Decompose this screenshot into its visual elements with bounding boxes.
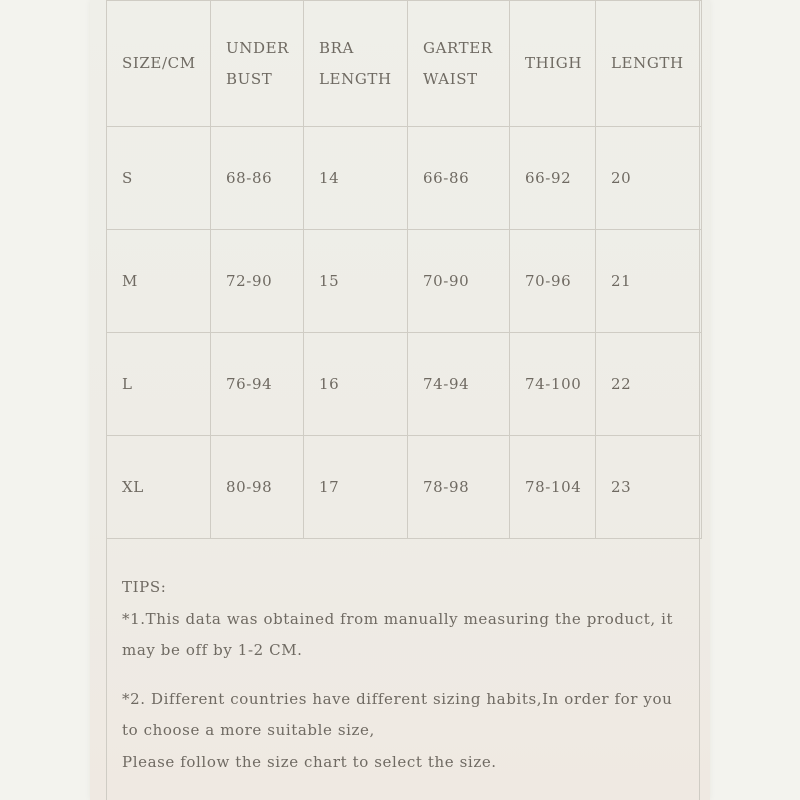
- tip-1: *1.This data was obtained from manually measuring the product, it may be off by 1-2 CM.: [122, 609, 674, 659]
- header-garter-waist: GARTER WAIST: [408, 1, 510, 127]
- size-chart-table: [106, 0, 702, 539]
- bra-length-cell: 15: [304, 230, 408, 333]
- length-cell: 23: [596, 436, 702, 539]
- header-thigh: THIGH: [510, 1, 596, 127]
- bra-length-cell: 17: [304, 436, 408, 539]
- table-row: [107, 436, 702, 539]
- garter-waist-cell: 74-94: [408, 333, 510, 436]
- tips-title: TIPS:: [122, 578, 167, 596]
- size-cell: S: [107, 127, 211, 230]
- garter-waist-cell: 66-86: [408, 127, 510, 230]
- size-cell: XL: [107, 436, 211, 539]
- header-row: [107, 1, 702, 127]
- length-cell: 20: [596, 127, 702, 230]
- table-row: [107, 230, 702, 333]
- header-bra-length: BRA LENGTH: [304, 1, 408, 127]
- thigh-cell: 66-92: [510, 127, 596, 230]
- thigh-cell: 74-100: [510, 333, 596, 436]
- table-row: [107, 127, 702, 230]
- length-cell: 21: [596, 230, 702, 333]
- tip-2-follow-up: Please follow the size chart to select the size.: [122, 752, 497, 771]
- tips-section: [122, 572, 682, 778]
- header-size: SIZE/CM: [107, 1, 211, 127]
- under-bust-cell: 76-94: [211, 333, 304, 436]
- garter-waist-cell: 78-98: [408, 436, 510, 539]
- tip-2: *2. Different countries have different sizing habits,In order for you to choose a more suitable size,: [122, 689, 673, 739]
- under-bust-cell: 80-98: [211, 436, 304, 539]
- thigh-cell: 78-104: [510, 436, 596, 539]
- under-bust-cell: 72-90: [211, 230, 304, 333]
- header-under-bust: UNDER BUST: [211, 1, 304, 127]
- under-bust-cell: 68-86: [211, 127, 304, 230]
- size-cell: L: [107, 333, 211, 436]
- bra-length-cell: 14: [304, 127, 408, 230]
- table-row: [107, 333, 702, 436]
- thigh-cell: 70-96: [510, 230, 596, 333]
- garter-waist-cell: 70-90: [408, 230, 510, 333]
- size-cell: M: [107, 230, 211, 333]
- length-cell: 22: [596, 333, 702, 436]
- header-length: LENGTH: [596, 1, 702, 127]
- bra-length-cell: 16: [304, 333, 408, 436]
